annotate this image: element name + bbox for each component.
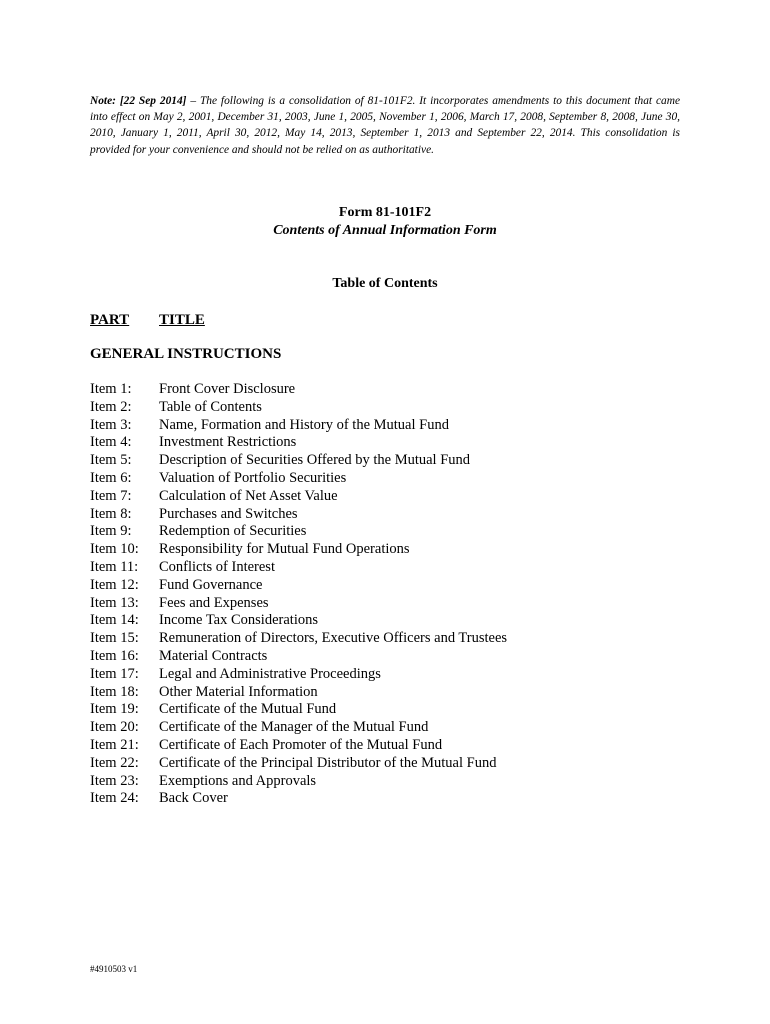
toc-item-number: Item 15: (90, 630, 139, 647)
toc-item-number: Item 9: (90, 523, 132, 540)
toc-item-number: Item 19: (90, 701, 139, 718)
toc-item-title: Calculation of Net Asset Value (159, 487, 338, 504)
toc-item (90, 541, 507, 559)
toc-item (90, 737, 507, 755)
toc-item-title: Certificate of the Principal Distributor of the Mutual Fund (159, 754, 497, 771)
toc-item (90, 470, 507, 488)
toc-item-title: Conflicts of Interest (159, 558, 275, 575)
form-subtitle: Contents of Annual Information Form (273, 223, 497, 238)
toc-item-number: Item 14: (90, 612, 139, 629)
toc-item-number: Item 6: (90, 469, 132, 486)
toc-item-title: Legal and Administrative Proceedings (159, 665, 381, 682)
note-label: Note: [22 Sep 2014] (90, 95, 187, 107)
toc-item-number: Item 24: (90, 790, 139, 807)
toc-item-number: Item 10: (90, 541, 139, 558)
toc-item-title: Certificate of the Mutual Fund (159, 701, 337, 718)
toc-item-title: Material Contracts (159, 647, 268, 664)
toc-item (90, 684, 507, 702)
toc-item-number: Item 12: (90, 576, 139, 593)
toc-item-number: Item 22: (90, 754, 139, 771)
toc-item (90, 523, 507, 541)
toc-item (90, 577, 507, 595)
toc-item-title: Responsibility for Mutual Fund Operations (159, 541, 410, 558)
form-title: Form 81-101F2 (338, 205, 432, 220)
title-column-header: TITLE (159, 312, 205, 328)
toc-item (90, 701, 507, 719)
toc-item-number: Item 21: (90, 736, 139, 753)
toc-item-number: Item 7: (90, 487, 132, 504)
toc-item-number: Item 23: (90, 772, 139, 789)
toc-item-number: Item 18: (90, 683, 139, 700)
toc-item (90, 434, 507, 452)
part-column-header: PART (90, 312, 130, 328)
toc-item-title: Table of Contents (159, 398, 262, 415)
note-text: – The following is a consolidation of 81-101F2. It incorporates amendments to this document that came into effect on May 2, 2001, December 31, 2003, June 1, 2005, November 1, 2006, March 17, 2008, September 8, 2008, June 30, 2010, January 1, 2011, April 30, 2012, May 14, 2013, September 1, 2013 and September 22, 2014. This consolidation is provided for your convenience and should not be relied on as authoritative. (90, 95, 680, 156)
toc-item-title: Exemptions and Approvals (159, 772, 317, 789)
toc-item (90, 595, 507, 613)
toc-item-title: Remuneration of Directors, Executive Officers and Trustees (159, 630, 508, 647)
toc-item-number: Item 17: (90, 665, 139, 682)
toc-item-title: Front Cover Disclosure (159, 381, 296, 397)
toc-item (90, 452, 507, 470)
toc-item-title: Valuation of Portfolio Securities (159, 469, 347, 486)
toc-item-number: Item 13: (90, 594, 139, 611)
toc-item-title: Back Cover (159, 790, 228, 807)
toc-item (90, 381, 507, 399)
toc-item (90, 506, 507, 524)
toc-item-title: Income Tax Considerations (159, 612, 318, 629)
toc-item-number: Item 11: (90, 558, 139, 575)
toc-item-number: Item 8: (90, 505, 132, 522)
toc-item-title: Certificate of Each Promoter of the Mutual Fund (159, 736, 443, 753)
toc-item-number: Item 16: (90, 647, 139, 664)
toc-item (90, 612, 507, 630)
toc-item-title: Name, Formation and History of the Mutual Fund (159, 416, 449, 433)
toc-item-title: Fees and Expenses (159, 594, 269, 611)
toc-item-number: Item 5: (90, 452, 132, 469)
document-id: #4910503 v1 (90, 964, 138, 974)
toc-item-title: Description of Securities Offered by the Mutual Fund (159, 452, 471, 469)
toc-item (90, 399, 507, 417)
toc-item (90, 417, 507, 435)
toc-item (90, 488, 507, 506)
toc-item-number: Item 2: (90, 398, 132, 415)
toc-item (90, 559, 507, 577)
toc-item (90, 719, 507, 737)
toc-item-list (90, 381, 507, 808)
toc-item-number: Item 3: (90, 416, 132, 433)
toc-item-title: Other Material Information (159, 683, 318, 700)
toc-item (90, 648, 507, 666)
consolidation-note (90, 93, 680, 158)
toc-item (90, 773, 507, 791)
toc-item-number: Item 20: (90, 719, 139, 736)
toc-item-title: Redemption of Securities (159, 523, 307, 540)
toc-item-title: Investment Restrictions (159, 434, 297, 451)
toc-item (90, 755, 507, 773)
toc-item (90, 630, 507, 648)
toc-item-number: Item 1: (90, 381, 132, 397)
toc-item-title: Certificate of the Manager of the Mutual Fund (159, 719, 429, 736)
toc-title: Table of Contents (332, 276, 438, 291)
toc-item-number: Item 4: (90, 434, 132, 451)
toc-item-title: Fund Governance (159, 576, 263, 593)
toc-item (90, 790, 507, 808)
general-instructions-heading: GENERAL INSTRUCTIONS (90, 346, 282, 362)
toc-item (90, 666, 507, 684)
toc-item-title: Purchases and Switches (159, 505, 298, 522)
